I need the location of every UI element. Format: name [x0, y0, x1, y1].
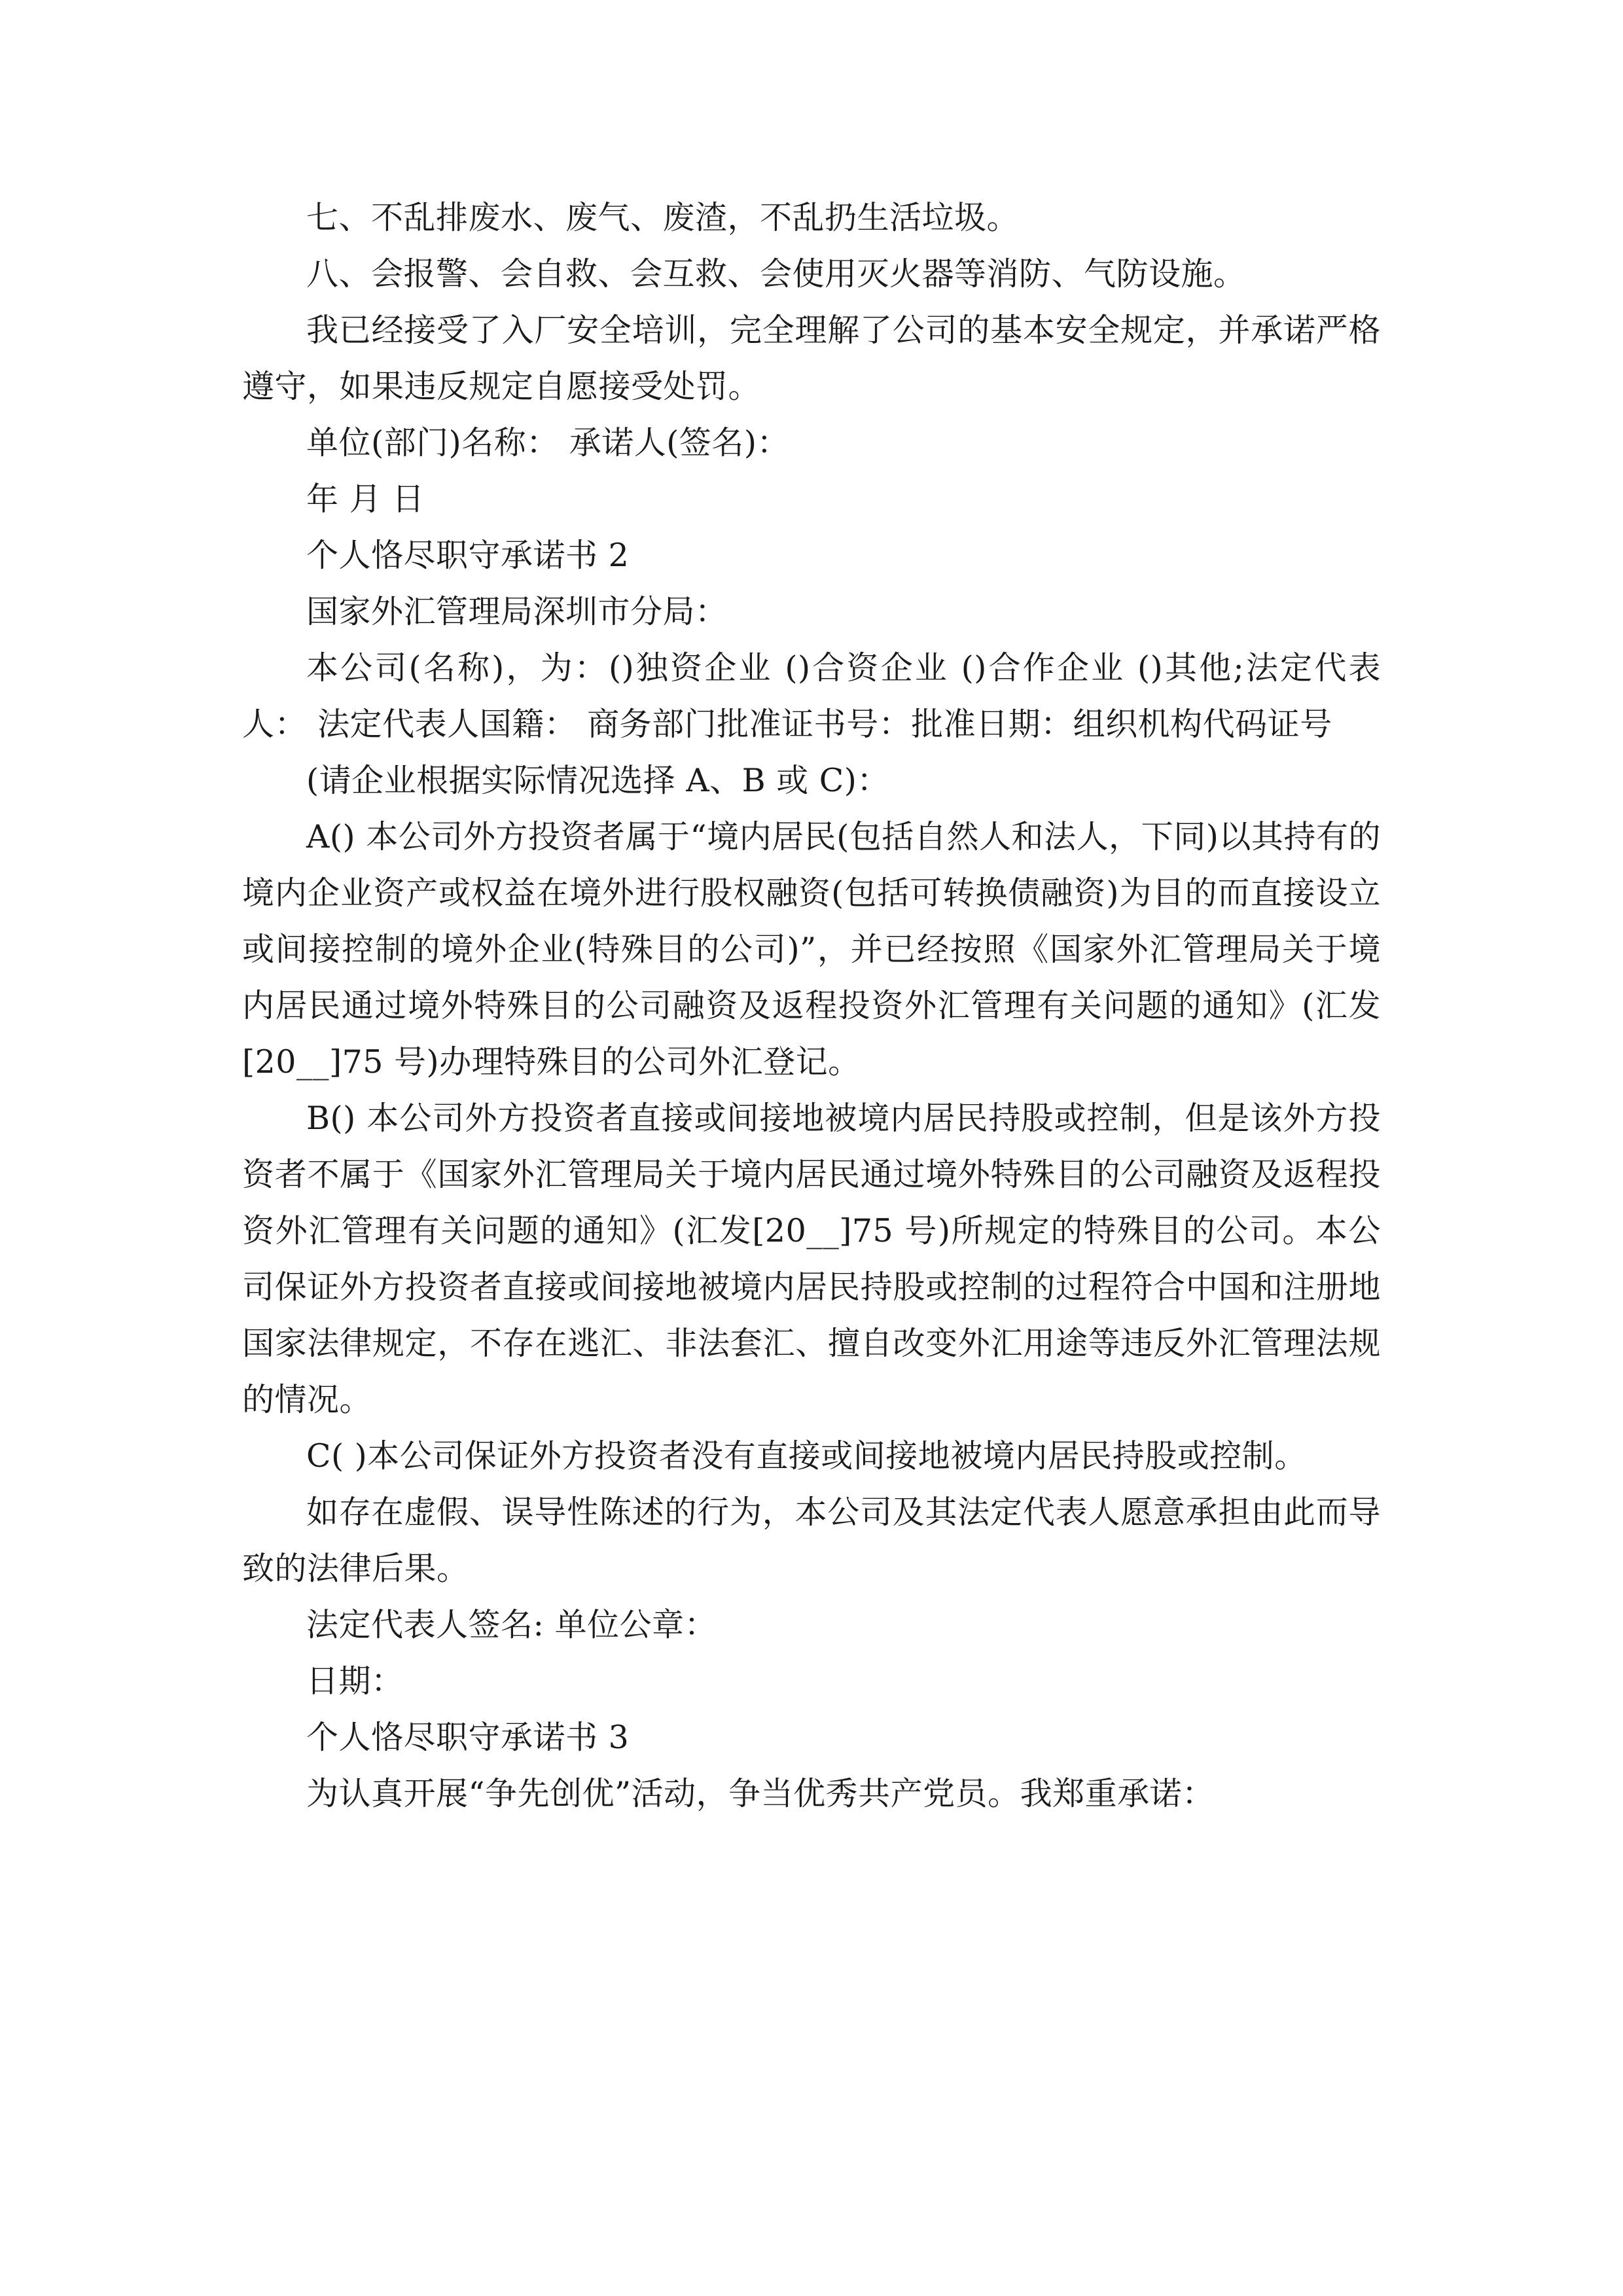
- option-c: C( )本公司保证外方投资者没有直接或间接地被境内居民持股或控制。: [306, 1437, 1307, 1475]
- date-line: 年 月 日: [306, 480, 425, 518]
- training-pledge: 我已经接受了入厂安全培训，完全理解了公司的基本安全规定，并承诺严格遵守，如果违反规定自愿接受处罚。: [242, 312, 1381, 405]
- party-pledge-intro: 为认真开展“争先创优”活动，争当优秀共产党员。我郑重承诺：: [306, 1775, 1215, 1812]
- date-field: 日期：: [306, 1662, 404, 1700]
- document-page: [242, 190, 1381, 1822]
- section-title-3: 个人恪尽职守承诺书 3: [306, 1719, 630, 1756]
- option-b: B() 本公司外方投资者直接或间接地被境内居民持股或控制，但是该外方投资者不属于《国家外汇管理局关于境内居民通过境外特殊目的公司融资及返程投资外汇管理有关问题的通知》(汇发[20__]75 号)所规定的特殊目的公司。本公司保证外方投资者直接或间接地被境内居民持股或控制的过程符合中国和注册地国家法律规定，不存在逃汇、非法套汇、擅自改变外汇用途等违反外汇管理法规的情况。: [242, 1100, 1381, 1418]
- selection-instruction: (请企业根据实际情况选择 A、B 或 C)：: [306, 762, 889, 799]
- legal-rep-signature: 法定代表人签名: 单位公章：: [306, 1606, 717, 1643]
- rule-item-7: 七、不乱排废水、废气、废渣，不乱扔生活垃圾。: [306, 199, 1020, 236]
- addressee: 国家外汇管理局深圳市分局：: [306, 593, 728, 630]
- rule-item-8: 八、会报警、会自救、会互救、会使用灭火器等消防、气防设施。: [306, 255, 1246, 293]
- company-info: 本公司(名称)，为：()独资企业 ()合资企业 ()合作企业 ()其他;法定代表人： 法定代表人国籍： 商务部门批准证书号：批准日期：组织机构代码证号: [242, 649, 1381, 743]
- signature-line: 单位(部门)名称： 承诺人(签名)：: [306, 424, 790, 461]
- section-title-2: 个人恪尽职守承诺书 2: [306, 537, 630, 574]
- option-a: A() 本公司外方投资者属于“境内居民(包括自然人和法人，下同)以其持有的境内企业资产或权益在境外进行股权融资(包括可转换债融资)为目的而直接设立或间接控制的境外企业(特殊目的公司)”，并已经按照《国家外汇管理局关于境内居民通过境外特殊目的公司融资及返程投资外汇管理有关问题的通知》(汇发[20__]75 号)办理特殊目的公司外汇登记。: [242, 818, 1381, 1081]
- liability-statement: 如存在虚假、误导性陈述的行为，本公司及其法定代表人愿意承担由此而导致的法律后果。: [242, 1494, 1381, 1587]
